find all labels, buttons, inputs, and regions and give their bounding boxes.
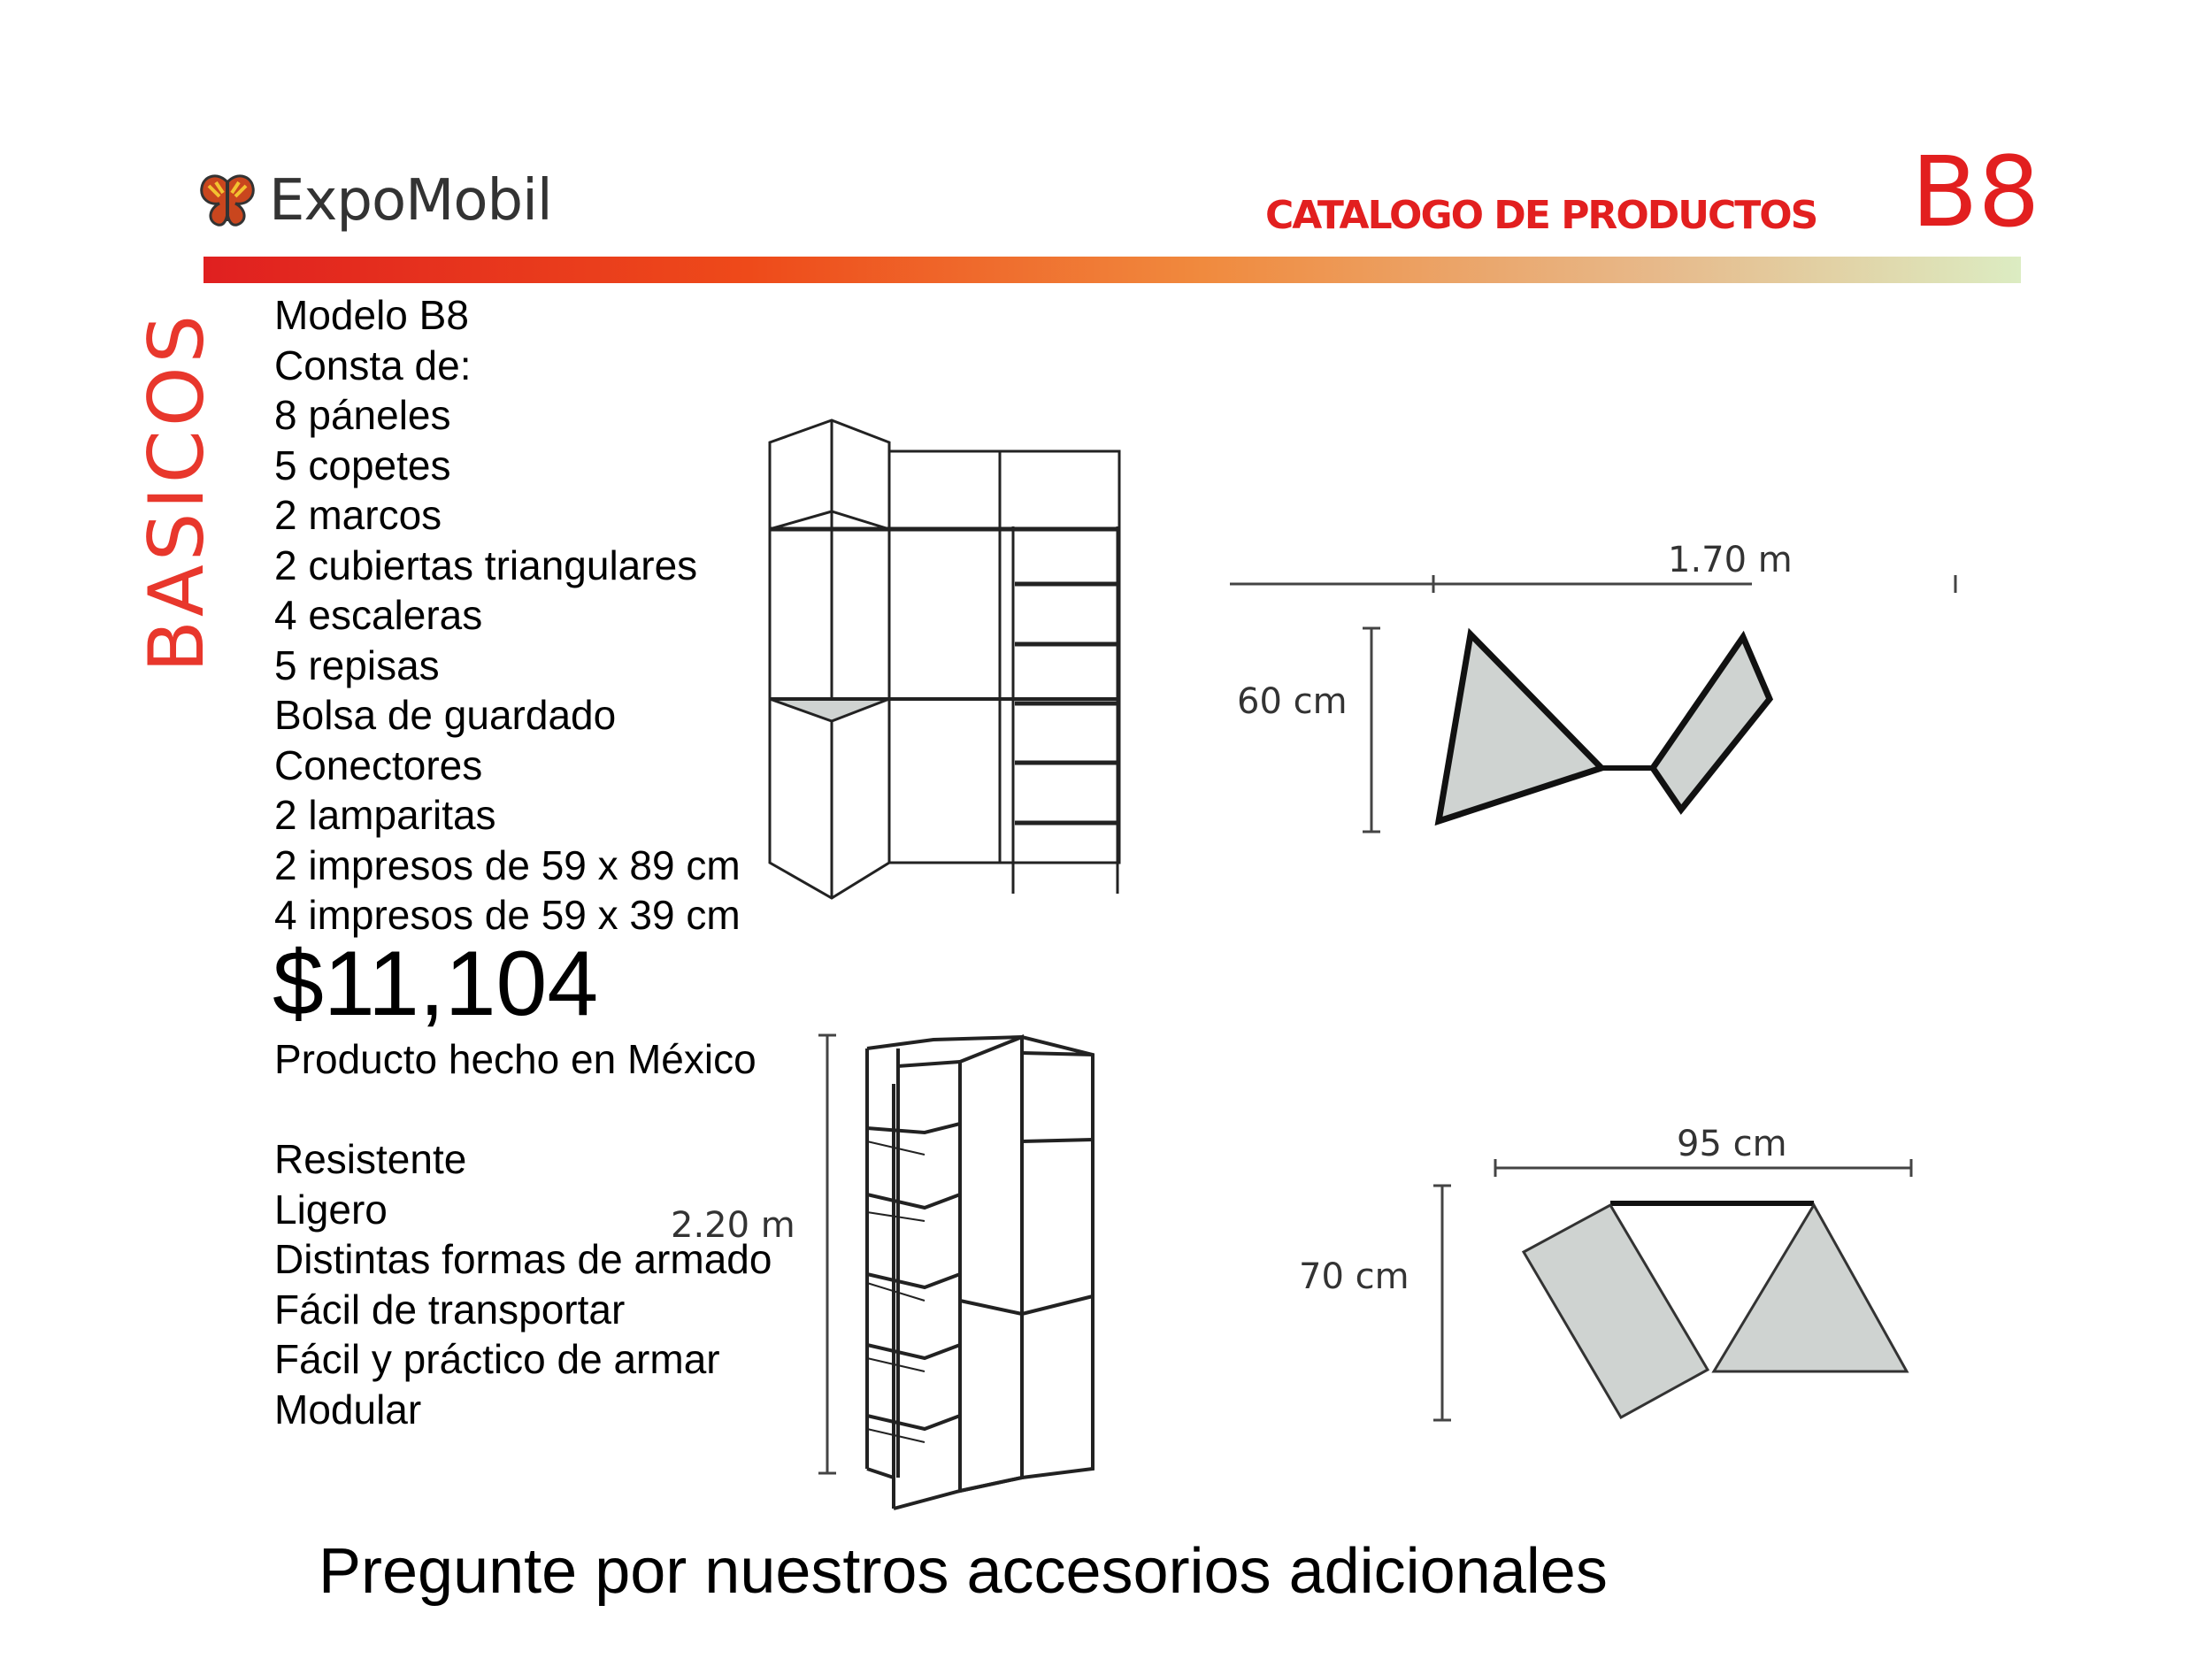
spec-item: 2 lamparitas — [274, 792, 496, 838]
feature-item: Modular — [274, 1386, 422, 1432]
perspective-drawing — [818, 1018, 1119, 1513]
plan2-width-label: 95 cm — [1677, 1124, 1787, 1164]
spec-list — [274, 290, 741, 941]
origin-label: Producto hecho en México — [274, 1036, 757, 1082]
plan1-width-label: 1.70 m — [1668, 540, 1793, 580]
spec-item: Modelo B8 — [274, 292, 469, 338]
feature-item: Ligero — [274, 1186, 388, 1233]
spec-item: 2 marcos — [274, 492, 442, 538]
plan2-depth-label: 70 cm — [1299, 1256, 1409, 1297]
header-gradient-bar — [204, 257, 2021, 283]
spec-item: Consta de: — [274, 342, 472, 388]
spec-item: 2 cubiertas triangulares — [274, 541, 698, 588]
model-code: B8 — [1911, 135, 2040, 249]
feature-item: Resistente — [274, 1136, 467, 1182]
feature-item: Distintas formas de armado — [274, 1236, 772, 1282]
spec-item: Conectores — [274, 741, 483, 788]
spec-item: 4 escaleras — [274, 592, 483, 638]
floor-plan-2 — [1425, 1150, 1920, 1433]
front-elevation-drawing — [765, 416, 1119, 911]
butterfly-logo-icon — [196, 170, 258, 232]
feature-list — [274, 1134, 772, 1434]
plan1-depth-label: 60 cm — [1237, 681, 1348, 722]
catalog-title: CATALOGO DE PRODUCTOS — [1265, 193, 1817, 238]
price: $11,104 — [273, 933, 599, 1035]
feature-item: Fácil de transportar — [274, 1286, 626, 1333]
brand-logo — [196, 168, 568, 239]
brand-name: ExpoMobil — [269, 168, 552, 234]
spec-item: 5 copetes — [274, 442, 451, 488]
spec-item: 4 impresos de 59 x 39 cm — [274, 892, 741, 938]
height-dimension-label: 2.20 m — [671, 1205, 795, 1246]
spec-item: 5 repisas — [274, 641, 440, 688]
spec-item: 8 páneles — [274, 392, 451, 438]
category-label: BASICOS — [133, 311, 221, 672]
spec-item: Bolsa de guardado — [274, 692, 617, 738]
spec-item: 2 impresos de 59 x 89 cm — [274, 841, 741, 888]
footer-note: Pregunte por nuestros accesorios adicionales — [319, 1536, 1608, 1607]
feature-item: Fácil y práctico de armar — [274, 1336, 720, 1382]
